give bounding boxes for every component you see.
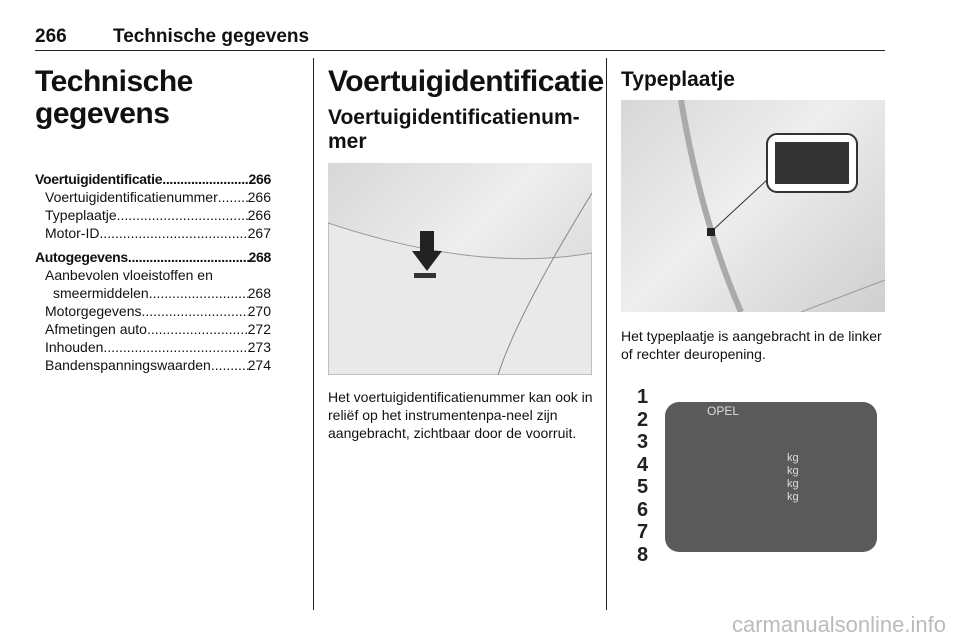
toc-entry[interactable] [35, 188, 271, 206]
toc-label: smeermiddelen [53, 285, 149, 301]
toc-label: Motor-ID [45, 225, 100, 241]
toc-entry[interactable] [35, 356, 271, 374]
toc-page: 266 [247, 189, 271, 205]
vin-description: Het voertuigidentificatienummer kan ook in reliëf op het instrumentenpa-neel zijn aangebracht, zichtbaar door de voorruit. [328, 389, 593, 441]
toc-leader [162, 170, 248, 188]
chapter-title: Technische gegevens [35, 65, 193, 130]
toc-leader [142, 302, 248, 320]
callout-number: 2 [637, 408, 649, 431]
toc-label: Typeplaatje [45, 207, 117, 223]
toc-page: 268 [247, 285, 271, 301]
subsection-title: Voertuigidentificatienum-mer [328, 106, 580, 153]
callout-number: 5 [637, 476, 649, 498]
watermark: carmanualsonline.info [731, 612, 946, 637]
toc-leader [117, 206, 248, 224]
toc-page: 266 [247, 207, 271, 223]
toc-entry[interactable] [35, 302, 271, 320]
toc-label: Autogegevens [35, 249, 128, 265]
unit-label: kg [787, 478, 799, 490]
typeplate-brand: OPEL [707, 404, 740, 418]
toc-page: 267 [247, 225, 271, 241]
callout-number: 8 [637, 543, 649, 566]
callout-number: 3 [637, 431, 649, 453]
toc-label: Afmetingen auto [45, 321, 147, 337]
toc-label: Inhouden [45, 339, 104, 355]
arrow-icon [420, 231, 434, 253]
toc-entry[interactable] [35, 248, 271, 266]
typeplate-description: Het typeplaatje is aangebracht in de linker of rechter deuropening. [621, 328, 882, 362]
toc-page: 268 [248, 249, 271, 265]
toc-leader [103, 338, 247, 356]
column-divider [313, 58, 314, 610]
column-divider [606, 58, 607, 610]
toc-entry[interactable] [35, 320, 271, 338]
toc-entry[interactable] [35, 224, 271, 242]
toc-page: 274 [247, 357, 271, 373]
typeplate-diagram [621, 380, 885, 580]
unit-label: kg [787, 491, 799, 503]
toc-entry[interactable] [35, 170, 271, 188]
toc-label: Motorgegevens [45, 303, 142, 319]
running-title: Technische gegevens [113, 26, 310, 47]
toc-entry[interactable] [35, 266, 271, 284]
unit-label: kg [787, 452, 799, 464]
windshield-illustration [328, 163, 592, 375]
toc-page: 270 [247, 303, 271, 319]
toc-page: 266 [248, 171, 271, 187]
header-rule [35, 50, 885, 51]
callout-number: 1 [637, 386, 649, 408]
toc-leader [211, 356, 248, 374]
typeplate-location-image [621, 100, 885, 312]
toc-leader [128, 248, 249, 266]
toc-entry[interactable] [35, 206, 271, 224]
toc-page: 272 [247, 321, 271, 337]
toc-entry[interactable] [35, 338, 271, 356]
toc-leader [218, 188, 248, 206]
toc-leader [99, 224, 247, 242]
toc-label: Voertuigidentificatienummer [45, 189, 218, 205]
toc-leader [147, 320, 248, 338]
unit-label: kg [787, 465, 799, 477]
section-title: Voertuigidentificatie [328, 65, 604, 98]
callout-number: 6 [637, 498, 649, 521]
typeplate [665, 402, 877, 552]
toc-label: Voertuigidentificatie [35, 171, 163, 187]
section-title-typeplate: Typeplaatje [621, 68, 735, 91]
toc-page: 273 [247, 339, 271, 355]
callout-number: 7 [637, 521, 649, 543]
toc-label: Aanbevolen vloeistoffen en [45, 267, 213, 283]
toc-entry[interactable] [35, 284, 271, 302]
vin-location-image [328, 163, 592, 375]
table-of-contents [35, 170, 271, 374]
page-number: 266 [35, 26, 67, 47]
toc-leader [149, 284, 248, 302]
toc-label: Bandenspanningswaarden [45, 357, 211, 373]
callout-number: 4 [637, 453, 649, 476]
